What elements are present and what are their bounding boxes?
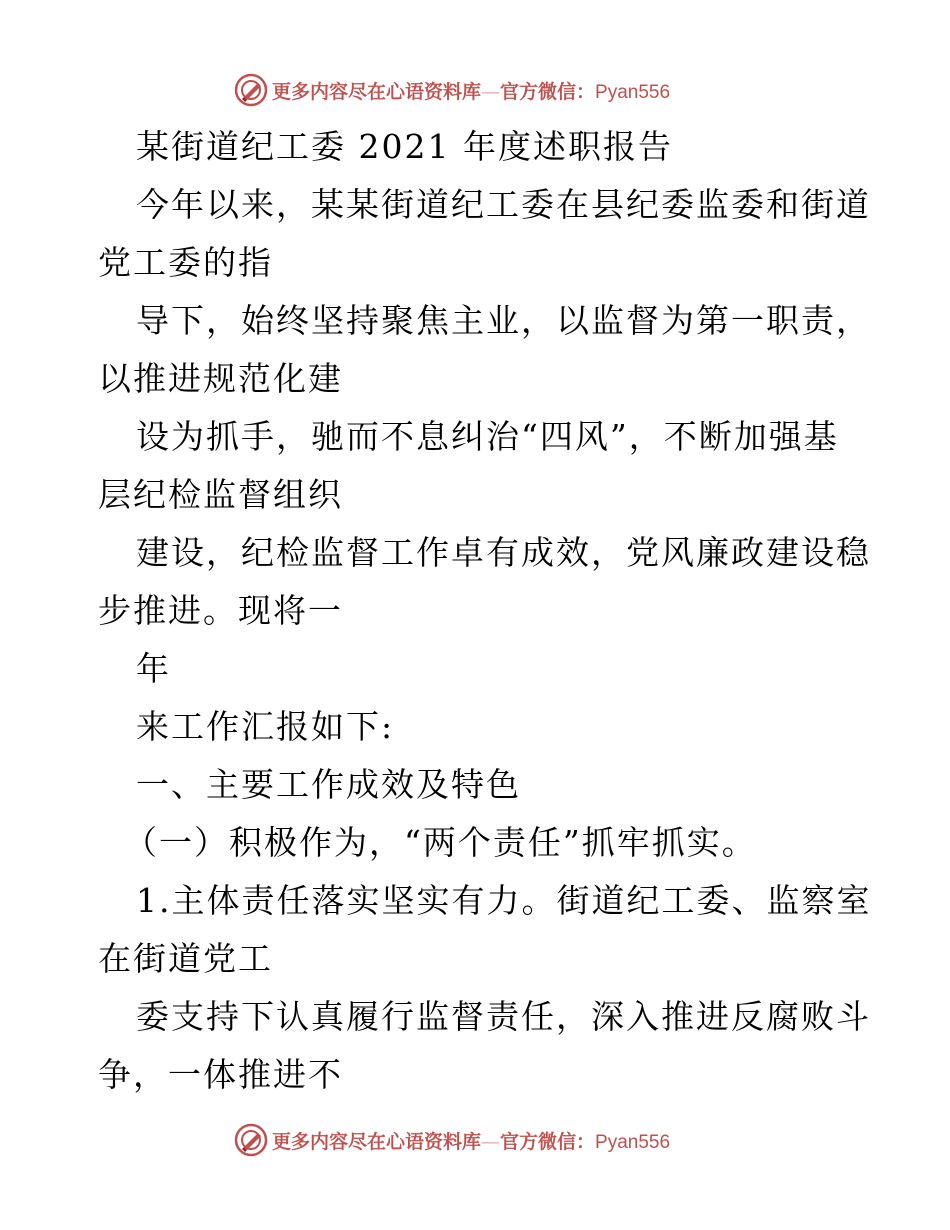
- paragraph-line: 今年以来，某某街道纪工委在县纪委监委和街道: [136, 185, 871, 224]
- header-separator: —: [481, 80, 501, 103]
- document-body: [98, 118, 872, 1104]
- header-wechat-label: 官方微信：: [500, 80, 596, 103]
- logo-icon: [234, 1123, 268, 1157]
- footer-site-text: 更多内容尽在心语资料库: [272, 1130, 482, 1153]
- header-banner: [234, 72, 734, 108]
- paragraph-line: 设为抓手，驰而不息纠治“四风”，不断加强基: [136, 417, 839, 456]
- footer-wechat-id: Pyan556: [595, 1131, 671, 1153]
- header-wechat-id: Pyan556: [595, 81, 671, 103]
- paragraph-line: 层纪检监督组织: [98, 475, 343, 514]
- paragraph-line: 步推进。现将一: [98, 591, 343, 630]
- paragraph-line: 委支持下认真履行监督责任，深入推进反腐败斗: [136, 997, 871, 1036]
- logo-icon: [234, 73, 268, 107]
- subsection-heading: （一）积极作为，“两个责任”抓牢抓实。: [124, 823, 757, 862]
- paragraph-line: 党工委的指: [98, 243, 273, 282]
- footer-text: [272, 1127, 670, 1154]
- paragraph-line: 导下，始终坚持聚焦主业，以监督为第一职责，: [136, 301, 871, 340]
- document-title: 某街道纪工委 2021 年度述职报告: [136, 127, 673, 166]
- paragraph-line: 来工作汇报如下:: [136, 707, 395, 746]
- paragraph-line: 以推进规范化建: [98, 359, 343, 398]
- footer-separator: —: [481, 1130, 501, 1153]
- footer-wechat-label: 官方微信：: [500, 1130, 596, 1153]
- header-site-text: 更多内容尽在心语资料库: [272, 80, 482, 103]
- paragraph-line: 1.主体责任落实坚实有力。街道纪工委、监察室: [136, 881, 872, 920]
- paragraph-line: 建设，纪检监督工作卓有成效，党风廉政建设稳: [136, 533, 871, 572]
- paragraph-line: 年: [136, 649, 171, 688]
- paragraph-line: 争，一体推进不: [98, 1055, 343, 1094]
- header-text: [272, 77, 670, 104]
- footer-banner: [234, 1122, 734, 1158]
- paragraph-line: 在街道党工: [98, 939, 273, 978]
- section-heading: 一、主要工作成效及特色: [136, 765, 521, 804]
